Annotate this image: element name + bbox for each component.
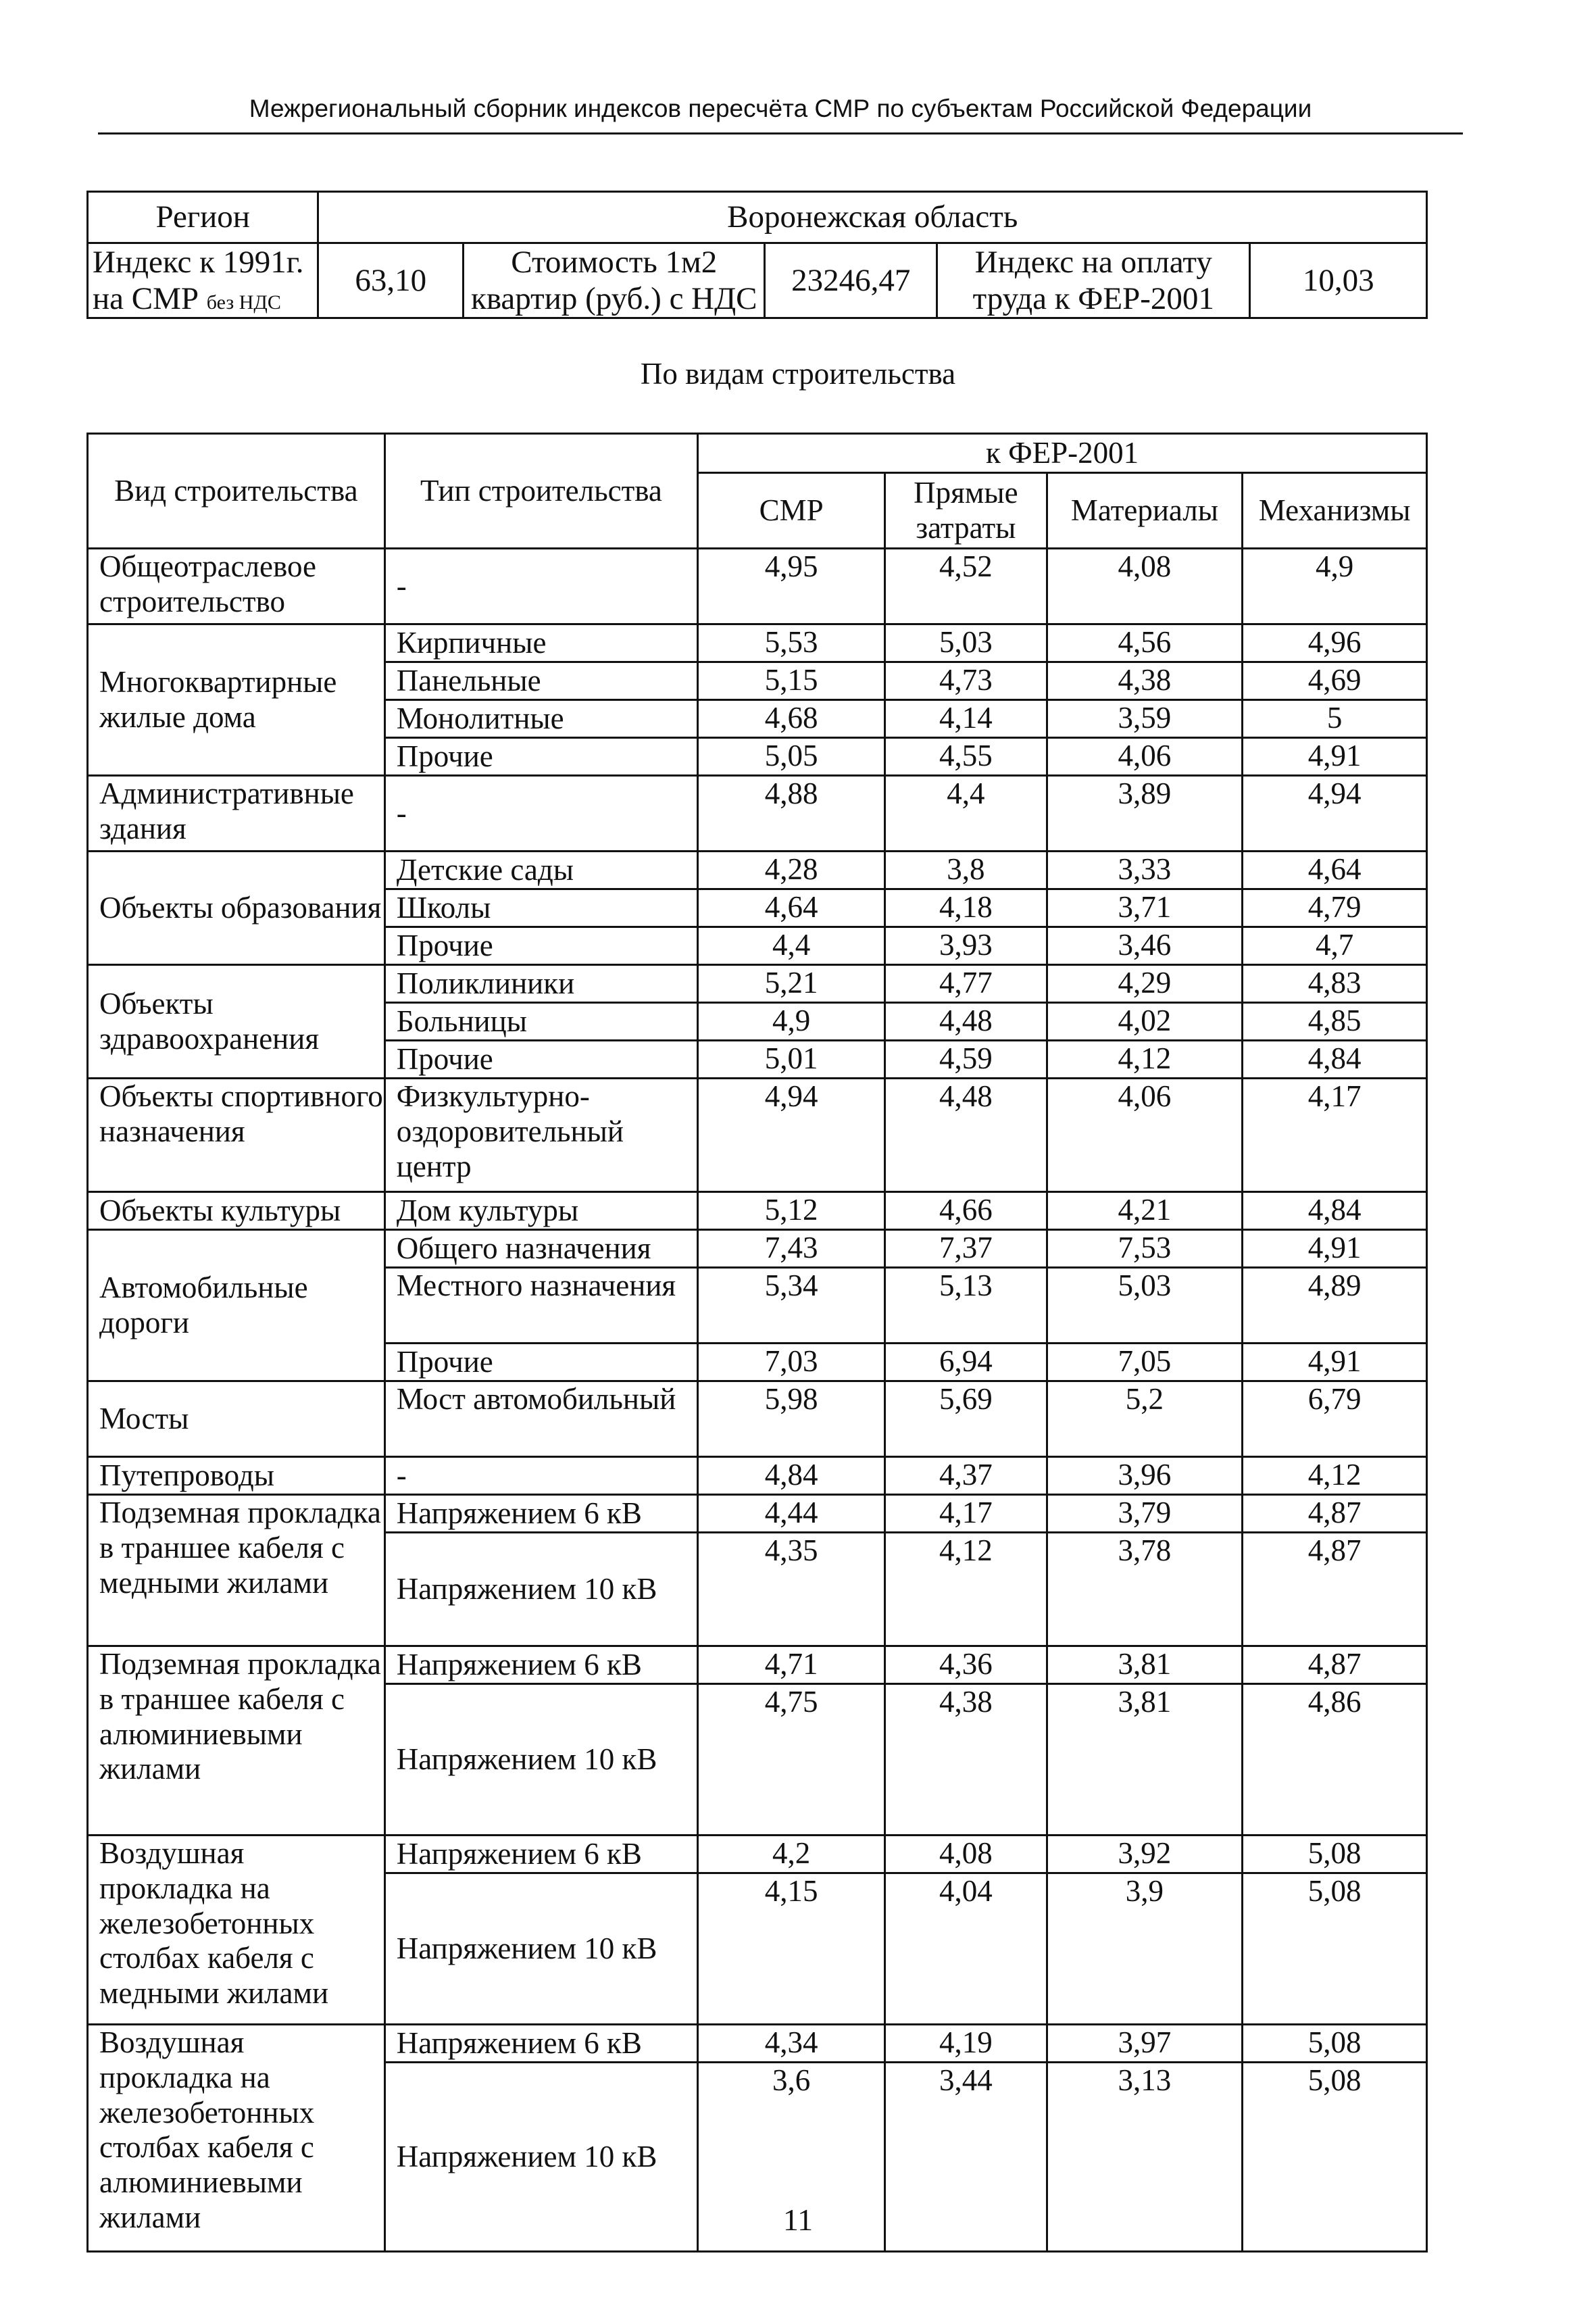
cell-materialy: 3,79: [1047, 1495, 1243, 1533]
header-vid: Вид строительства: [88, 434, 385, 549]
header-smr: СМР: [698, 473, 885, 549]
cell-smr: 4,4: [698, 927, 885, 965]
cell-mehanizmy: 4,83: [1243, 965, 1427, 1003]
cell-pryamye: 4,18: [885, 889, 1047, 927]
cell-mehanizmy: 4,89: [1243, 1268, 1427, 1344]
cell-smr: 4,64: [698, 889, 885, 927]
cell-pryamye: 4,17: [885, 1495, 1047, 1533]
cell-pryamye: 3,93: [885, 927, 1047, 965]
region-label: Регион: [88, 192, 318, 243]
cell-mehanizmy: 4,64: [1243, 852, 1427, 889]
row-tip: Мост автомобильный: [384, 1381, 697, 1457]
cell-mehanizmy: 4,79: [1243, 889, 1427, 927]
cell-mehanizmy: 4,7: [1243, 927, 1427, 965]
row-tip: Дом культуры: [384, 1192, 697, 1230]
cell-materialy: 7,53: [1047, 1230, 1243, 1268]
cell-mehanizmy: 4,94: [1243, 776, 1427, 852]
row-tip: Напряжением 10 кВ: [384, 1533, 697, 1646]
cell-mehanizmy: 5,08: [1243, 2025, 1427, 2063]
row-tip: Местного назначения: [384, 1268, 697, 1344]
row-vid: Объекты здравоохранения: [88, 965, 385, 1079]
cell-mehanizmy: 4,84: [1243, 1192, 1427, 1230]
cell-smr: 4,35: [698, 1533, 885, 1646]
cell-materialy: 4,29: [1047, 965, 1243, 1003]
cell-pryamye: 4,04: [885, 1873, 1047, 2025]
row-vid: Мосты: [88, 1381, 385, 1457]
cell-pryamye: 4,66: [885, 1192, 1047, 1230]
cell-pryamye: 4,48: [885, 1003, 1047, 1041]
cell-pryamye: 4,55: [885, 738, 1047, 776]
wage-index-label: [937, 243, 1250, 318]
cell-smr: 5,01: [698, 1041, 885, 1079]
row-tip: Напряжением 6 кВ: [384, 2025, 697, 2063]
cell-smr: 5,98: [698, 1381, 885, 1457]
cell-smr: 5,12: [698, 1192, 885, 1230]
wage-label-line2: труда к ФЕР-2001: [972, 281, 1214, 317]
cell-smr: 5,05: [698, 738, 885, 776]
row-tip: Прочие: [384, 1041, 697, 1079]
cell-pryamye: 7,37: [885, 1230, 1047, 1268]
row-vid: Объекты спортивного назначения: [88, 1079, 385, 1192]
cost-m2-value: 23246,47: [765, 243, 937, 318]
row-vid: Воздушная прокладка на железобетонных столбах кабеля с медными жилами: [88, 1836, 385, 2025]
cell-pryamye: 3,8: [885, 852, 1047, 889]
cell-materialy: 5,2: [1047, 1381, 1243, 1457]
cell-materialy: 4,38: [1047, 662, 1243, 700]
cell-pryamye: 4,38: [885, 1684, 1047, 1836]
row-tip: Напряжением 10 кВ: [384, 2063, 697, 2252]
cell-mehanizmy: 4,96: [1243, 624, 1427, 662]
cell-mehanizmy: 4,86: [1243, 1684, 1427, 1836]
row-vid: Общеотраслевое строительство: [88, 549, 385, 624]
row-vid: Автомобильные дороги: [88, 1230, 385, 1381]
row-tip: -: [384, 1457, 697, 1495]
cell-mehanizmy: 5,08: [1243, 2063, 1427, 2252]
header-fer-group: к ФЕР-2001: [698, 434, 1427, 473]
cell-pryamye: 4,12: [885, 1533, 1047, 1646]
cell-pryamye: 4,37: [885, 1457, 1047, 1495]
row-tip: Кирпичные: [384, 624, 697, 662]
row-tip: Физкультурно-оздоровительный центр: [384, 1079, 697, 1192]
cell-materialy: 3,89: [1047, 776, 1243, 852]
cell-materialy: 3,46: [1047, 927, 1243, 965]
cell-pryamye: 3,44: [885, 2063, 1047, 2252]
cell-mehanizmy: 5,08: [1243, 1873, 1427, 2025]
cell-materialy: 4,06: [1047, 738, 1243, 776]
cost-label-line2: квартир (руб.) с НДС: [471, 281, 757, 317]
cell-mehanizmy: 5: [1243, 700, 1427, 738]
cell-materialy: 3,81: [1047, 1684, 1243, 1836]
cell-materialy: 4,21: [1047, 1192, 1243, 1230]
cell-mehanizmy: 4,9: [1243, 549, 1427, 624]
row-tip: Напряжением 6 кВ: [384, 1646, 697, 1684]
cell-pryamye: 4,59: [885, 1041, 1047, 1079]
row-vid: Путепроводы: [88, 1457, 385, 1495]
cell-mehanizmy: 4,87: [1243, 1495, 1427, 1533]
row-tip: Панельные: [384, 662, 697, 700]
wage-index-value: 10,03: [1250, 243, 1427, 318]
cell-materialy: 3,97: [1047, 2025, 1243, 2063]
cell-smr: 4,84: [698, 1457, 885, 1495]
cell-pryamye: 6,94: [885, 1344, 1047, 1381]
cell-materialy: 3,92: [1047, 1836, 1243, 1873]
row-tip: Напряжением 10 кВ: [384, 1873, 697, 2025]
index-label-small: без НДС: [206, 291, 281, 314]
cell-materialy: 4,02: [1047, 1003, 1243, 1041]
row-tip: Прочие: [384, 927, 697, 965]
cell-mehanizmy: 4,69: [1243, 662, 1427, 700]
construction-index-table: [86, 433, 1428, 2253]
cell-mehanizmy: 4,84: [1243, 1041, 1427, 1079]
header-tip: Тип строительства: [384, 434, 697, 549]
cell-smr: 4,68: [698, 700, 885, 738]
cell-materialy: 4,56: [1047, 624, 1243, 662]
cell-mehanizmy: 4,87: [1243, 1533, 1427, 1646]
region-table: [86, 191, 1428, 319]
cell-materialy: 4,06: [1047, 1079, 1243, 1192]
cell-smr: 4,95: [698, 549, 885, 624]
row-tip: Прочие: [384, 738, 697, 776]
index-label-line1: Индекс к 1991г.: [93, 245, 304, 280]
cell-pryamye: 4,14: [885, 700, 1047, 738]
row-tip: Напряжением 6 кВ: [384, 1495, 697, 1533]
cell-materialy: 3,59: [1047, 700, 1243, 738]
cell-smr: 4,34: [698, 2025, 885, 2063]
cell-pryamye: 4,52: [885, 549, 1047, 624]
header-materialy: Материалы: [1047, 473, 1243, 549]
cell-smr: 7,03: [698, 1344, 885, 1381]
wage-label-line1: Индекс на оплату: [974, 245, 1212, 280]
row-vid: Административные здания: [88, 776, 385, 852]
cost-label-line1: Стоимость 1м2: [511, 245, 718, 280]
cell-materialy: 3,96: [1047, 1457, 1243, 1495]
cell-mehanizmy: 4,91: [1243, 1344, 1427, 1381]
row-tip: Монолитные: [384, 700, 697, 738]
row-vid: Подземная прокладка в траншее кабеля с алюминиевыми жилами: [88, 1646, 385, 1836]
section-subtitle: По видам строительства: [640, 357, 956, 391]
cell-materialy: 7,05: [1047, 1344, 1243, 1381]
row-vid: Объекты культуры: [88, 1192, 385, 1230]
cell-pryamye: 4,77: [885, 965, 1047, 1003]
cell-smr: 5,21: [698, 965, 885, 1003]
row-tip: Детские сады: [384, 852, 697, 889]
cell-pryamye: 4,48: [885, 1079, 1047, 1192]
cell-materialy: 4,08: [1047, 549, 1243, 624]
cell-smr: 7,43: [698, 1230, 885, 1268]
row-vid: Подземная прокладка в траншее кабеля с медными жилами: [88, 1495, 385, 1646]
cell-smr: 4,44: [698, 1495, 885, 1533]
cell-mehanizmy: 4,12: [1243, 1457, 1427, 1495]
cell-smr: 4,94: [698, 1079, 885, 1192]
cell-materialy: 3,78: [1047, 1533, 1243, 1646]
cell-materialy: 3,33: [1047, 852, 1243, 889]
cell-mehanizmy: 4,85: [1243, 1003, 1427, 1041]
cell-materialy: 3,9: [1047, 1873, 1243, 2025]
header-pryamye: Прямые затраты: [885, 473, 1047, 549]
cell-smr: 5,34: [698, 1268, 885, 1344]
cell-smr: 4,75: [698, 1684, 885, 1836]
region-value: Воронежская область: [318, 192, 1427, 243]
cost-m2-label: [464, 243, 765, 318]
header-mehanizmy: Механизмы: [1243, 473, 1427, 549]
cell-materialy: 3,71: [1047, 889, 1243, 927]
cell-pryamye: 4,4: [885, 776, 1047, 852]
cell-pryamye: 4,36: [885, 1646, 1047, 1684]
cell-smr: 4,15: [698, 1873, 885, 2025]
row-tip: Напряжением 10 кВ: [384, 1684, 697, 1836]
row-tip: Школы: [384, 889, 697, 927]
cell-pryamye: 5,13: [885, 1268, 1047, 1344]
row-vid: Воздушная прокладка на железобетонных столбах кабеля с алюминиевыми жилами: [88, 2025, 385, 2252]
cell-pryamye: 4,19: [885, 2025, 1047, 2063]
cell-pryamye: 5,03: [885, 624, 1047, 662]
cell-smr: 5,15: [698, 662, 885, 700]
index-label-line2: на СМР: [93, 281, 199, 317]
cell-materialy: 3,13: [1047, 2063, 1243, 2252]
cell-smr: 4,2: [698, 1836, 885, 1873]
cell-smr: 4,88: [698, 776, 885, 852]
row-tip: -: [384, 776, 697, 852]
cell-pryamye: 5,69: [885, 1381, 1047, 1457]
row-vid: Объекты образования: [88, 852, 385, 965]
cell-mehanizmy: 4,17: [1243, 1079, 1427, 1192]
row-tip: Напряжением 6 кВ: [384, 1836, 697, 1873]
row-vid: Многоквартирные жилые дома: [88, 624, 385, 776]
cell-pryamye: 4,73: [885, 662, 1047, 700]
cell-mehanizmy: 5,08: [1243, 1836, 1427, 1873]
cell-smr: 3,6: [698, 2063, 885, 2252]
row-tip: -: [384, 549, 697, 624]
cell-mehanizmy: 4,91: [1243, 1230, 1427, 1268]
cell-mehanizmy: 6,79: [1243, 1381, 1427, 1457]
cell-mehanizmy: 4,87: [1243, 1646, 1427, 1684]
cell-materialy: 5,03: [1047, 1268, 1243, 1344]
row-tip: Поликлиники: [384, 965, 697, 1003]
document-header: Межрегиональный сборник индексов пересчёта СМР по субъектам Российской Федерации: [98, 95, 1463, 134]
page-number: 11: [782, 2202, 814, 2237]
index-1991-value: 63,10: [318, 243, 464, 318]
index-1991-label: [88, 243, 318, 318]
cell-smr: 5,53: [698, 624, 885, 662]
cell-smr: 4,71: [698, 1646, 885, 1684]
cell-materialy: 3,81: [1047, 1646, 1243, 1684]
cell-smr: 4,9: [698, 1003, 885, 1041]
row-tip: Общего назначения: [384, 1230, 697, 1268]
cell-smr: 4,28: [698, 852, 885, 889]
row-tip: Прочие: [384, 1344, 697, 1381]
cell-pryamye: 4,08: [885, 1836, 1047, 1873]
row-tip: Больницы: [384, 1003, 697, 1041]
cell-mehanizmy: 4,91: [1243, 738, 1427, 776]
cell-materialy: 4,12: [1047, 1041, 1243, 1079]
